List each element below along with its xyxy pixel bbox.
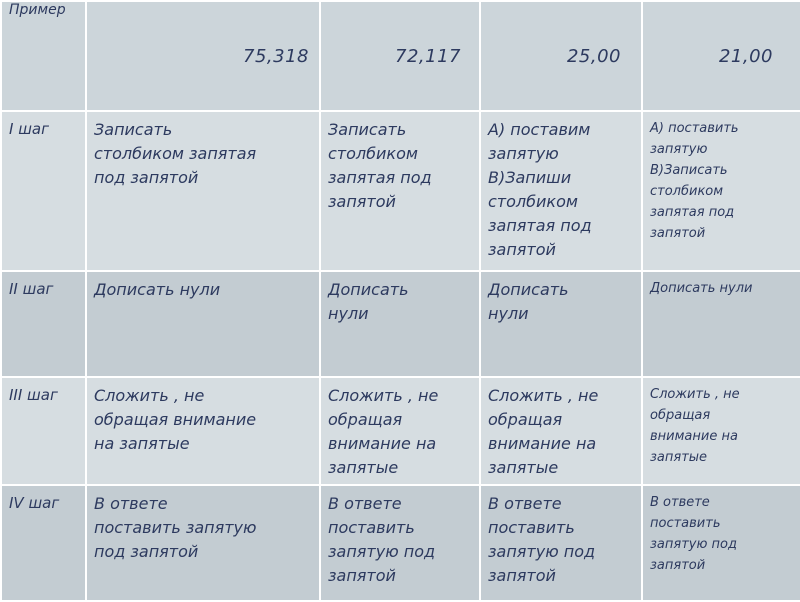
- step-cell: [642, 377, 800, 485]
- step-text: А) поставить запятую В)Записать столбиком запятая под запятой: [650, 121, 739, 241]
- step-cell: [320, 111, 480, 271]
- operand-1: 25,00: [566, 46, 621, 67]
- operand-1: 72,117: [395, 46, 461, 67]
- step-text: Сложить , не обращая внимание на запятые: [650, 387, 740, 465]
- column-calculation: [351, 1, 461, 111]
- step-cell: [86, 271, 320, 377]
- step-cell: [86, 111, 320, 271]
- step-label-cell: [1, 377, 86, 485]
- step-cell: [320, 271, 480, 377]
- step-cell: [642, 111, 800, 271]
- step-row-4: [1, 485, 800, 601]
- step-cell: [480, 485, 642, 601]
- step-text: В ответе поставить запятую под запятой: [328, 494, 436, 585]
- step-text: Сложить , не обращая внимание на запятые: [94, 386, 257, 453]
- column-calculation: [668, 1, 773, 111]
- step-cell: [480, 111, 642, 271]
- step-text: В ответе поставить запятую под запятой: [650, 495, 737, 573]
- step-label-cell: [1, 111, 86, 271]
- step-cell: [86, 485, 320, 601]
- header-label: Пример: [9, 2, 66, 18]
- column-calculation: [137, 1, 309, 111]
- example-cell-4: [642, 1, 800, 111]
- step-row-3: [1, 377, 800, 485]
- step-cell: [642, 485, 800, 601]
- table-header-row: [1, 1, 800, 111]
- step-label: IV шаг: [9, 494, 60, 512]
- example-cell-3: [480, 1, 642, 111]
- operand-1: 21,00: [718, 46, 773, 67]
- step-text: Дописать нули: [650, 281, 753, 296]
- step-text: Сложить , не обращая внимание на запятые: [328, 386, 439, 477]
- operand-1: 75,318: [243, 46, 309, 67]
- step-label: III шаг: [9, 386, 58, 404]
- step-cell: [642, 271, 800, 377]
- step-text: Записать столбиком запятая под запятой: [94, 120, 257, 187]
- step-cell: [480, 377, 642, 485]
- step-label-cell: [1, 271, 86, 377]
- step-text: А) поставим запятую В)Запиши столбиком запятая под запятой: [488, 120, 592, 259]
- step-cell: [480, 271, 642, 377]
- step-text: В ответе поставить запятую под запятой: [94, 494, 257, 561]
- step-row-1: [1, 111, 800, 271]
- step-label-cell: [1, 485, 86, 601]
- step-text: Дописать нули: [94, 280, 221, 299]
- step-text: Дописать нули: [488, 280, 569, 323]
- step-text: Записать столбиком запятая под запятой: [328, 120, 432, 211]
- step-text: Сложить , не обращая внимание на запятые: [488, 386, 599, 477]
- header-label-cell: [1, 1, 86, 111]
- step-label: II шаг: [9, 280, 54, 298]
- step-cell: [320, 377, 480, 485]
- step-cell: [320, 485, 480, 601]
- example-cell-1: [86, 1, 320, 111]
- example-cell-2: [320, 1, 480, 111]
- step-text: Дописать нули: [328, 280, 409, 323]
- column-calculation: [509, 1, 621, 111]
- step-row-2: [1, 271, 800, 377]
- step-label: I шаг: [9, 120, 49, 138]
- step-text: В ответе поставить запятую под запятой: [488, 494, 596, 585]
- step-cell: [86, 377, 320, 485]
